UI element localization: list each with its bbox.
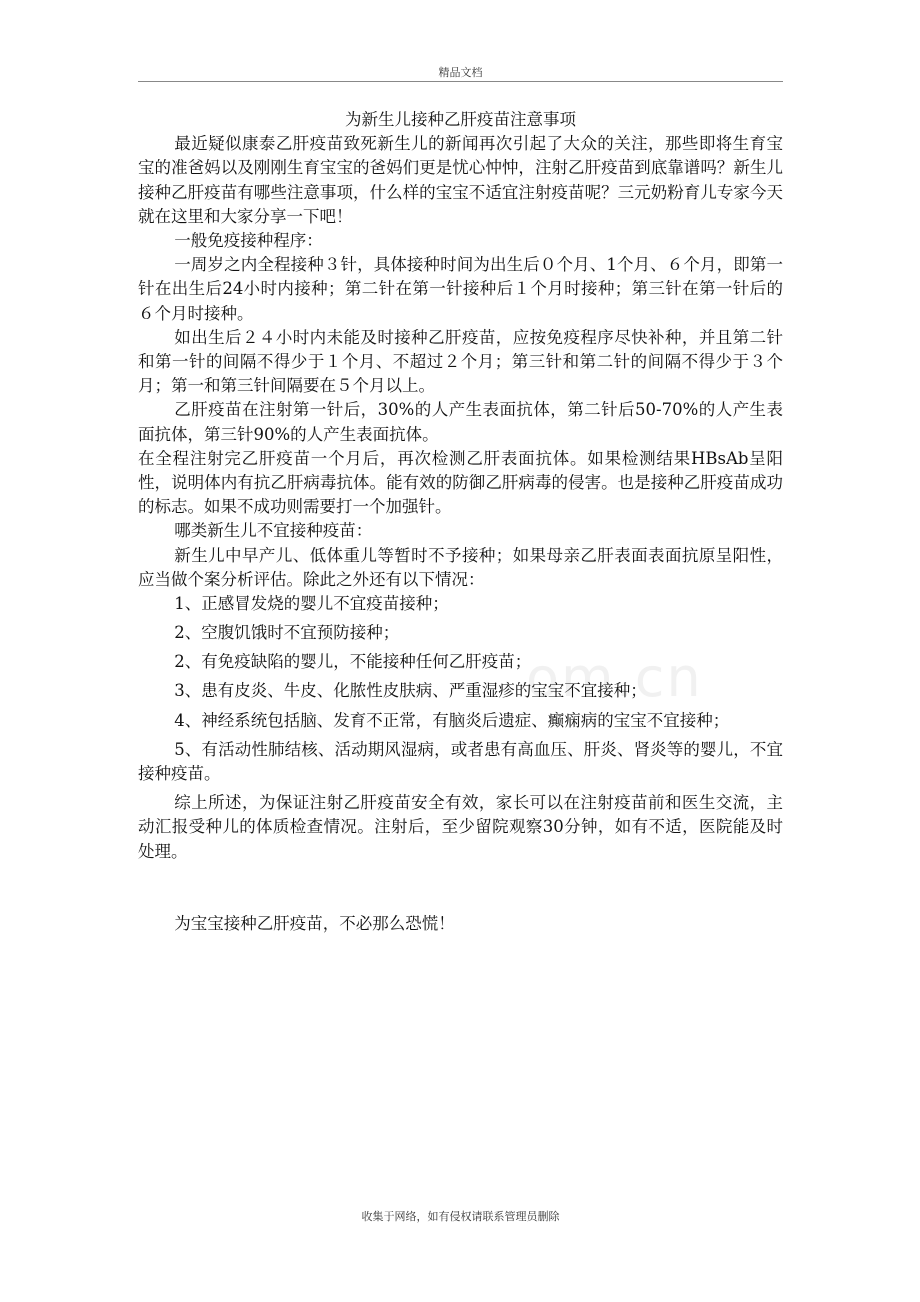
catch-up-paragraph: 如出生后２４小时内未能及时接种乙肝疫苗，应按免疫程序尽快补种，并且第二针和第一针的间隔不得少于１个月、不超过２个月；第三针和第二针的间隔不得少于３个月；第一和第三针间隔要在５个月以上。 (138, 327, 783, 396)
list-item: 2、空腹饥饿时不宜预防接种； (174, 623, 400, 643)
page-footer: 收集于网络，如有侵权请联系管理员删除 (361, 1210, 560, 1223)
recheck-paragraph: 在全程注射完乙肝疫苗一个月后，再次检测乙肝表面抗体。如果检测结果HBsAb呈阳性，说明体内有抗乙肝病毒抗体。能有效的防御乙肝病毒的侵害。也是接种乙肝疫苗成功的标志。如果不成功则需要打一个加强针。 (138, 448, 783, 517)
summary-paragraph: 综上所述，为保证注射乙肝疫苗安全有效，家长可以在注射疫苗前和医生交流，主动汇报受种儿的体质检查情况。注射后，至少留院观察30分钟，如有不适，医院能及时处理。 (138, 793, 783, 861)
condition-list (138, 592, 783, 786)
procedure-heading: 一般免疫接种程序： (174, 231, 323, 251)
intro-paragraph: 最近疑似康泰乙肝疫苗致死新生儿的新闻再次引起了大众的关注，那些即将生育宝宝的准爸妈以及刚刚生育宝宝的爸妈们更是忧心忡忡，注射乙肝疫苗到底靠谱吗？新生儿接种乙肝疫苗有哪些注意事项，什么样的宝宝不适宜注射疫苗呢？三元奶粉育儿专家今天就在这里和大家分享一下吧！ (138, 134, 783, 226)
header-divider (138, 81, 783, 82)
document-body (138, 108, 783, 936)
closing-line: 为宝宝接种乙肝疫苗，不必那么恐慌！ (174, 913, 455, 933)
list-item: 1、正感冒发烧的婴儿不宜疫苗接种； (174, 594, 449, 614)
unsuitable-heading: 哪类新生儿不宜接种疫苗： (174, 521, 373, 541)
procedure-paragraph: 一周岁之内全程接种３针，具体接种时间为出生后０个月、1个月、６个月，即第一针在出生后24小时内接种；第二针在第一针接种后１个月时接种；第三针在第一针后的６个月时接种。 (138, 255, 783, 323)
list-item: 2、有免疫缺陷的婴儿，不能接种任何乙肝疫苗； (174, 652, 532, 672)
list-item: 4、神经系统包括脑、发育不正常，有脑炎后遗症、癫痫病的宝宝不宜接种； (174, 710, 730, 730)
list-item: 3、患有皮炎、牛皮、化脓性皮肤病、严重湿疹的宝宝不宜接种； (174, 681, 647, 701)
blank-spacer (138, 864, 783, 912)
page-header: 精品文档 (438, 66, 483, 79)
document-title: 为新生儿接种乙肝疫苗注意事项 (345, 110, 576, 129)
unsuitable-intro-paragraph: 新生儿中早产儿、低体重儿等暂时不予接种；如果母亲乙肝表面表面抗原呈阳性，应当做个案分析评估。除此之外还有以下情况： (138, 545, 783, 589)
antibody-paragraph: 乙肝疫苗在注射第一针后，30%的人产生表面抗体，第二针后50-70%的人产生表面抗体，第三针90%的人产生表面抗体。 (138, 400, 783, 444)
watermark: om.cn (526, 646, 703, 709)
list-item: 5、有活动性肺结核、活动期风湿病，或者患有高血压、肝炎、肾炎等的婴儿，不宜接种疫苗。 (138, 739, 783, 783)
